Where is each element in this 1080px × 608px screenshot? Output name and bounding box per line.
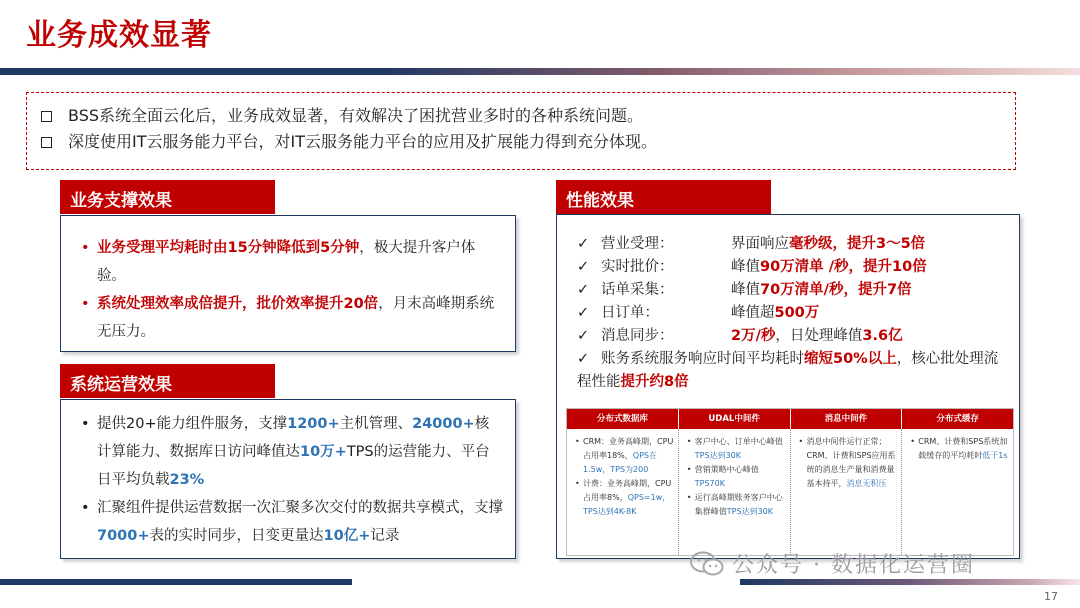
check-icon: ✓ [577, 259, 590, 275]
list-item-text: 汇聚组件提供运营数据一次汇聚多次交付的数据共享模式，支撑 [97, 500, 503, 516]
cell-text: 营销策略中心峰值 [694, 465, 759, 474]
cell-item [799, 435, 898, 491]
perf-value [731, 256, 1009, 279]
table-body [567, 429, 1013, 555]
list-item-text: 提供20+能力组件服务，支撑 [97, 416, 288, 432]
cell-item [575, 435, 674, 477]
table-cell [791, 429, 903, 555]
footer-bar-left [0, 579, 352, 585]
cell-item [687, 463, 786, 491]
cell-item [687, 435, 786, 463]
list-item-text: 主机管理、 [339, 416, 413, 432]
highlight-text: 10万+ [300, 444, 347, 460]
checkbox-square-icon [41, 111, 52, 122]
ops-list [61, 400, 515, 550]
highlight-text: 70万清单/秒，提升7倍 [760, 282, 912, 298]
column-header: 分布式数据库 [567, 409, 679, 429]
highlight-text: 90万清单 /秒，提升10倍 [760, 259, 927, 275]
list-item [71, 234, 495, 290]
intro-item [41, 103, 1001, 129]
checkbox-square-icon [41, 137, 52, 148]
cell-item [910, 435, 1009, 463]
list-item-text: ，极大提升客户体验。 [97, 240, 476, 284]
support-list [61, 216, 515, 346]
cell-item [575, 477, 674, 519]
highlight-text: 消息无积压 [846, 479, 887, 488]
highlight-text: TPS达到30K [694, 451, 741, 460]
perf-label: 营业受理： [601, 236, 674, 252]
perf-label: 日订单： [601, 305, 659, 321]
cell-text: CRM：业务高峰期，CPU占用率18%， [583, 437, 674, 460]
column-header: 分布式缓存 [936, 414, 979, 424]
highlight-text: TPS达到30K [726, 507, 773, 516]
list-item [71, 410, 503, 494]
perf-label: 话单采集： [601, 282, 674, 298]
list-item-text: 记录 [370, 528, 400, 544]
highlight-text: 系统处理效率成倍提升，批价效率提升20倍 [97, 296, 379, 312]
intro-text: 深度使用IT云服务能力平台，对IT云服务能力平台的应用及扩展能力得到充分体现。 [68, 132, 657, 151]
intro-item [41, 129, 1001, 155]
middleware-table [566, 408, 1014, 556]
perf-row-long [577, 348, 1009, 394]
perf-label: 实时批价： [601, 259, 674, 275]
perf-row [577, 279, 1009, 302]
highlight-text: 提升约8倍 [620, 374, 689, 390]
perf-value [731, 302, 1009, 325]
footer-bar-right [740, 579, 1080, 585]
check-icon: ✓ [577, 236, 590, 252]
watermark [690, 548, 975, 579]
perf-value-text: 账务系统服务响应时间平均耗时 [601, 351, 804, 367]
intro-text: BSS系统全面云化后，业务成效显著，有效解决了困扰营业多时的各种系统问题。 [68, 106, 644, 125]
cell-text: 运行高峰期账务客户中心集群峰值 [694, 493, 783, 516]
page-number: 17 [1044, 590, 1058, 603]
highlight-text: 10亿+ [323, 528, 371, 544]
cell-text: 客户中心、订单中心峰值 [694, 437, 783, 446]
table-header [567, 409, 1013, 429]
cell-text: 消息中间件运行正常；CRM、计费和SPS应用系统的消息生产量和消费量基本持平， [806, 437, 896, 488]
perf-value-text: ，核心批处理流程性能 [577, 351, 999, 390]
highlight-text: QPS=1w，TPS达到4K-8K [583, 493, 671, 516]
list-item-text: ，月末高峰期系统无压力。 [97, 296, 495, 340]
list-item-text: 表的实时同步，日变更量达 [149, 528, 324, 544]
check-icon: ✓ [577, 351, 590, 367]
page-title: 业务成效显著 [26, 18, 212, 53]
cell-item [687, 491, 786, 519]
perf-value [731, 279, 1009, 302]
table-cell [902, 429, 1013, 555]
perf-row [577, 302, 1009, 325]
highlight-text: 业务受理平均耗时由15分钟降低到5分钟 [97, 240, 360, 256]
perf-row [577, 256, 1009, 279]
highlight-text: 缩短50%以上 [804, 351, 897, 367]
highlight-text: 低于1s [982, 451, 1008, 460]
highlight-text: TPS70K [694, 479, 725, 488]
highlight-text: QPS在1.5w，TPS为200 [583, 451, 657, 474]
ops-heading: 系统运营效果 [60, 364, 275, 398]
check-icon: ✓ [577, 305, 590, 321]
highlight-text: 毫秒级，提升3～5倍 [789, 236, 926, 252]
highlight-text: 3.6亿 [862, 328, 903, 344]
title-divider [0, 68, 1080, 75]
column-header: UDAL中间件 [679, 409, 791, 429]
list-item [71, 494, 503, 550]
perf-value-text: 峰值 [731, 259, 760, 275]
perf-value-text: ，日处理峰值 [775, 328, 863, 344]
ops-panel [60, 399, 516, 559]
list-item-text: 核计算能力、数据库日访问峰值达 [97, 416, 490, 460]
wechat-icon [690, 551, 724, 577]
table-cell [567, 429, 679, 555]
intro-box [26, 92, 1016, 170]
perf-value-text: 界面响应 [731, 236, 789, 252]
watermark-text: 公众号 · 数据化运营圈 [732, 553, 975, 578]
support-heading: 业务支撑效果 [60, 180, 275, 214]
highlight-text: 7000+ [97, 528, 150, 544]
perf-heading: 性能效果 [556, 180, 771, 214]
cell-text: CRM、计费和SPS系统加载缓存的平均耗时 [918, 437, 1008, 460]
perf-value [731, 233, 1009, 256]
highlight-text: 2万/秒 [731, 328, 776, 344]
perf-value-text: 峰值超 [731, 305, 775, 321]
perf-value [731, 325, 1009, 348]
perf-row [577, 325, 1009, 348]
list-item-text: TPS的运营能力、平台日平均负载 [97, 444, 490, 488]
check-icon: ✓ [577, 328, 590, 344]
table-cell [679, 429, 791, 555]
column-header: 消息中间件 [791, 409, 903, 429]
perf-list [557, 215, 1019, 394]
highlight-text: 24000+ [412, 416, 475, 432]
perf-value-text: 峰值 [731, 282, 760, 298]
highlight-text: 500万 [774, 305, 820, 321]
perf-row [577, 233, 1009, 256]
highlight-text: 23% [169, 472, 205, 488]
perf-label: 消息同步： [601, 328, 674, 344]
highlight-text: 1200+ [287, 416, 340, 432]
support-panel [60, 215, 516, 352]
list-item [71, 290, 495, 346]
cell-text: 计费：业务高峰期，CPU占用率8%， [583, 479, 672, 502]
check-icon: ✓ [577, 282, 590, 298]
